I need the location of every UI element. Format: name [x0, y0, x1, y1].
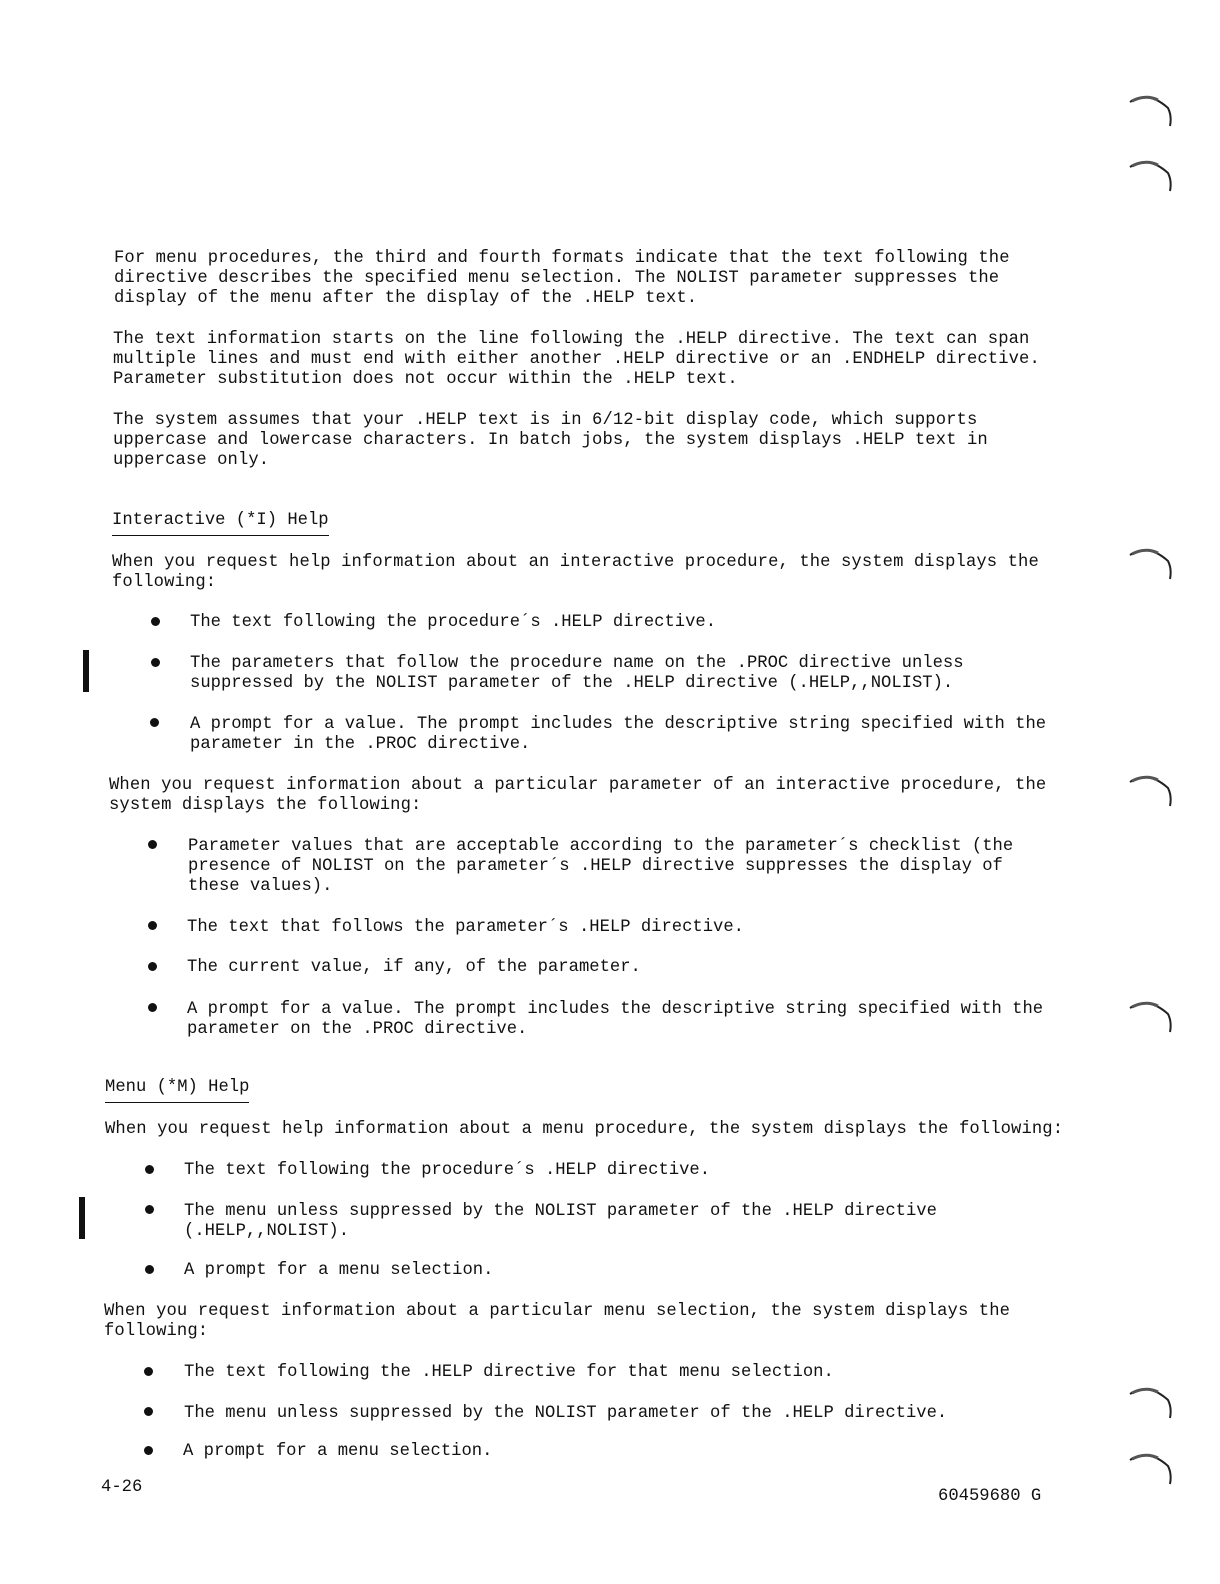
list-item: The text following the procedure´s .HELP directive. [184, 1161, 711, 1180]
list-item: The parameters that follow the procedure name on the .PROC directive unless suppressed by the NOLIST parameter of the .HELP directive (.HELP,,NOLIST). [190, 654, 964, 693]
punch-mark-icon [1128, 996, 1174, 1034]
list-item: The menu unless suppressed by the NOLIST parameter of the .HELP directive (.HELP,,NOLIST). [184, 1202, 937, 1241]
bullet-icon [144, 1407, 153, 1416]
change-bar [83, 650, 89, 692]
section-heading-menu-help: Menu (*M) Help [105, 1078, 249, 1103]
bullet-icon [151, 658, 160, 667]
punch-mark-icon [1128, 1382, 1174, 1420]
bullet-icon [144, 1446, 153, 1455]
list-item: A prompt for a value. The prompt includes the descriptive string specified with the parameter on the .PROC directive. [187, 1000, 1044, 1039]
bullet-icon [144, 1367, 153, 1376]
list-item: The text that follows the parameter´s .HELP directive. [187, 918, 744, 937]
bullet-icon [151, 617, 160, 626]
bullet-icon [145, 1205, 154, 1214]
punch-mark-icon [1128, 90, 1174, 128]
punch-mark-icon [1128, 1448, 1174, 1486]
punch-mark-icon [1128, 543, 1174, 581]
bullet-icon [150, 718, 159, 727]
section-heading-interactive-help: Interactive (*I) Help [112, 511, 329, 536]
list-item: Parameter values that are acceptable according to the parameter´s checklist (the presence of NOLIST on the parameter´s .HELP directive suppresses the display of these values). [188, 837, 1014, 896]
list-item: The text following the procedure´s .HELP directive. [190, 613, 717, 632]
paragraph-text-information: The text information starts on the line following the .HELP directive. The text can span multiple lines and must end with either another .HELP directive or an .ENDHELP directive. Parameter substitution does not occur within the .HELP text. [113, 330, 1040, 389]
bullet-icon [145, 1165, 154, 1174]
interactive-parameter-intro-paragraph: When you request information about a particular parameter of an interactive procedure, the system displays the following: [109, 776, 1047, 815]
bullet-icon [148, 921, 157, 930]
bullet-icon [148, 840, 157, 849]
list-item: A prompt for a value. The prompt includes the descriptive string specified with the parameter in the .PROC directive. [190, 715, 1047, 754]
list-item: A prompt for a menu selection. [183, 1442, 493, 1461]
paragraph-menu-formats: For menu procedures, the third and fourth formats indicate that the text following the directive describes the specified menu selection. The NOLIST parameter suppresses the display of the menu after the display of the .HELP text. [114, 249, 1010, 308]
menu-intro-paragraph: When you request help information about a menu procedure, the system displays the following: [105, 1120, 1064, 1139]
bullet-icon [148, 1003, 157, 1012]
list-item: The text following the .HELP directive for that menu selection. [184, 1363, 834, 1382]
menu-selection-intro-paragraph: When you request information about a particular menu selection, the system displays the following: [104, 1302, 1011, 1341]
list-item: A prompt for a menu selection. [184, 1261, 494, 1280]
bullet-icon [148, 962, 157, 971]
interactive-intro-paragraph: When you request help information about an interactive procedure, the system displays the following: [112, 553, 1039, 592]
bullet-icon [145, 1265, 154, 1274]
page-number: 4-26 [101, 1478, 143, 1497]
punch-mark-icon [1128, 155, 1174, 193]
change-bar [79, 1197, 85, 1239]
list-item: The current value, if any, of the parameter. [187, 958, 641, 977]
punch-mark-icon [1128, 770, 1174, 808]
list-item: The menu unless suppressed by the NOLIST parameter of the .HELP directive. [184, 1404, 948, 1423]
document-number: 60459680 G [938, 1487, 1042, 1506]
paragraph-display-code: The system assumes that your .HELP text is in 6/12-bit display code, which supports uppercase and lowercase characters. In batch jobs, the system displays .HELP text in uppercase only. [113, 411, 988, 470]
